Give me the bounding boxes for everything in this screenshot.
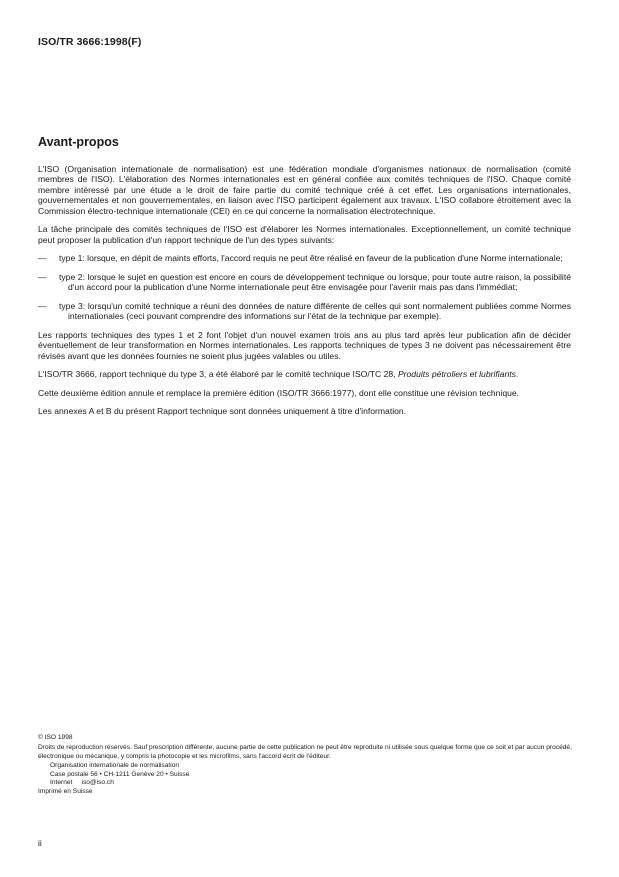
page-number: ii [38, 838, 42, 848]
document-id: ISO/TR 3666:1998(F) [38, 36, 142, 48]
paragraph-review: Les rapports techniques des types 1 et 2 font l'objet d'un nouvel examen trois ans au plus tard après leur publication afin de décider éventuellement de leur transformation en Normes internationales. Les rapports techniques de types 3 ne doivent pas nécessairement être révisés avant que les données fournies ne soient plus jugées valables ou utiles. [38, 329, 571, 361]
foreword-body [38, 164, 571, 425]
copyright-line: © ISO 1998 [38, 734, 73, 741]
section-title: Avant-propos [38, 135, 119, 149]
list-item-type-1 [38, 253, 571, 263]
internet-contact: Internet iso@iso.ch [50, 779, 114, 787]
type-2-text: type 2: lorsque le sujet en question est encore en cours de développement technique ou lorsque, pour toute autre raison, la possibilité d'un accord pour la publication d'une Norme internationale peut être envisagée pour l'avenir mais pas dans l'immédiat; [59, 271, 571, 293]
copyright-footer [38, 734, 578, 797]
org-name: Organisation internationale de normalisation [50, 762, 180, 770]
dash-marker: — [38, 300, 47, 311]
paragraph-annexes: Les annexes A et B du présent Rapport technique sont données uniquement à titre d'information. [38, 406, 407, 417]
paragraph-committee-info [38, 369, 571, 379]
committee-title: Produits pétroliers et lubrifiants [397, 369, 516, 380]
list-item-type-3 [38, 301, 571, 322]
list-item-type-2 [38, 272, 571, 293]
dash-marker: — [38, 253, 47, 264]
postal-address: Case postale 56 • CH-1211 Genève 20 • Suisse [50, 770, 190, 778]
publisher-address [38, 762, 578, 787]
paragraph-edition: Cette deuxième édition annule et remplace la première édition (ISO/TR 3666:1977), dont elle constitue une révision technique. [38, 387, 520, 398]
type-1-text: type 1: lorsque, en dépit de maints efforts, l'accord requis ne peut être réalisé en faveur de la publication d'une Norme internationale; [59, 253, 563, 264]
paragraph-iso-intro: L'ISO (Organisation internationale de normalisation) est une fédération mondiale d'organismes nationaux de normalisation (comité membres de l'ISO). L'élaboration des Normes internationales est en général confiée aux comités techniques de l'ISO. Chaque comité membre intéressé par une étude a le droit de faire partie du comité technique créé à cet effet. Les organisations internationales, gouvernementales et non gouvernementales, en liaison avec l'ISO participent également aux travaux. L'ISO collabore étroitement avec la Commission électro-technique internationale (CEI) en ce qui concerne la normalisation électrotechnique. [38, 164, 571, 216]
paragraph-committee-tasks: La tâche principale des comités techniques de l'ISO est d'élaborer les Normes internationales. Exceptionnellement, un comité technique peut proposer la publication d'un rapport technique de l'un des types suivants: [38, 224, 571, 245]
type-3-text: type 3: lorsqu'un comité technique a réuni des données de nature différente de celles qui sont normalement publiées comme Normes internationales (ceci pouvant comprendre des informations sur l'état de la technique par exemple). [59, 300, 571, 322]
dash-marker: — [38, 271, 47, 282]
rights-notice: Droits de reproduction réservés. Sauf prescription différente, aucune partie de cette publication ne peut être reproduite ni utilisée sous quelque forme que ce soit et par aucun procédé, électronique ou mécanique, y compris la photocopie et les microfilms, sans l'accord écrit de l'éditeur. [38, 744, 572, 760]
committee-text: L'ISO/TR 3666, rapport technique du type 3, a été élaboré par le comité technique ISO/TC 28, [38, 369, 398, 380]
committee-end: . [515, 369, 519, 380]
printed-in: Imprimé en Suisse [38, 788, 93, 796]
